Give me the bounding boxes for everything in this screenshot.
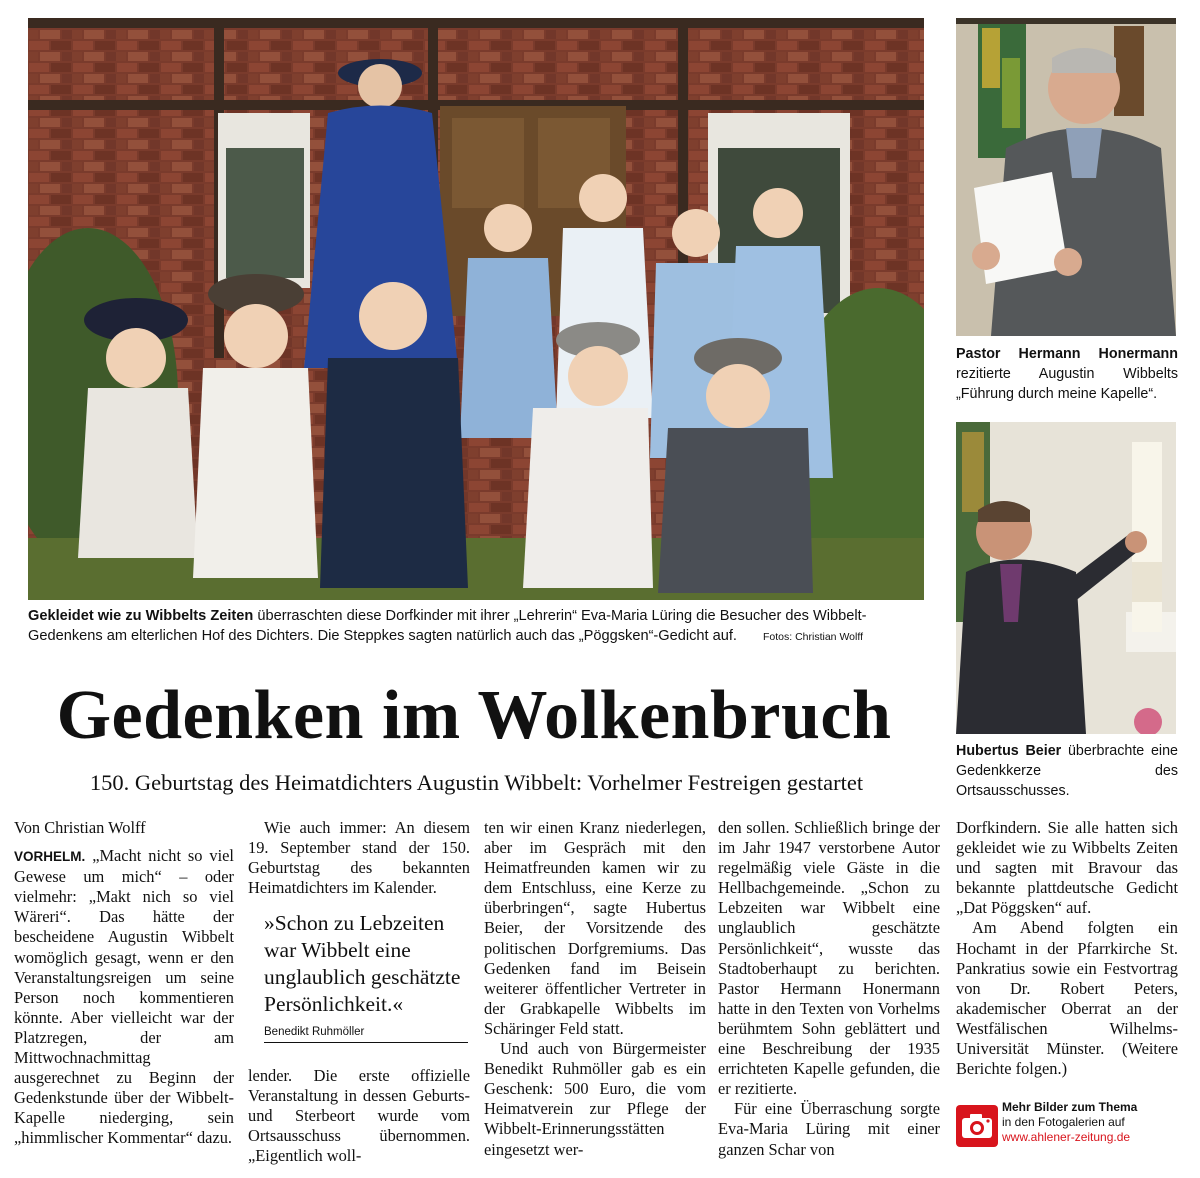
byline: Von Christian Wolff xyxy=(14,818,146,837)
side-caption-2-text: überbrachte eine Gedenkkerze des Ortsausschusses. xyxy=(956,743,1178,799)
col5-paragraph-1: Dorfkindern. Sie alle hatten sich gekleidet wie zu Wibbelts Zeiten und sagten mit Bravour das bekannte plattdeutsche Gedicht „Dat Pöggsken“ auf. xyxy=(956,818,1178,918)
col4-paragraph-2: Für eine Überraschung sorgte Eva-Maria Lüring mit einer ganzen Schar von xyxy=(718,1099,940,1159)
article-column-1 xyxy=(14,818,234,1149)
lead-paragraph xyxy=(14,846,234,1148)
side-caption-2-lead: Hubertus Beier xyxy=(956,743,1062,759)
article-column-2 xyxy=(248,818,470,898)
promo-link[interactable]: www.ahlener-zeitung.de xyxy=(1002,1130,1131,1144)
article-column-2-continued xyxy=(248,1066,470,1166)
pull-quote xyxy=(264,910,468,1043)
side-caption-1-text: rezitierte Augustin Wibbelts „Führung durch meine Kapelle“. xyxy=(956,366,1178,402)
col3-paragraph-1: ten wir einen Kranz niederlegen, aber im Gespräch mit den Heimatfreunden kamen wir zu dem Entschluss, eine Kerze zu überbringen“, sagte Hubertus Beier, der Vorsitzende des politischen Dorfgremiums. Das Gedenken fand im Beisein weiterer öffentlicher Vertreter in der Grabkapelle Wibbelts im Schäringer Feld statt. xyxy=(484,818,706,1038)
photo-children-costumes xyxy=(28,18,924,600)
col4-paragraph-1: den sollen. Schließlich bringe der im Jahr 1947 verstorbene Autor regelmäßig viele Gäste in die Hellbachgemeinde. „Schon zu Lebzeiten war Wibbelt eine unglaublich geschätzte Persönlichkeit“, wusste das Stadtoberhaupt zu berichten. Pastor Hermann Honermann hatte in den Texten von Vorhelms berühmtem Sohn geblättert und eine Beschreibung der 1935 errichteten Kapelle gefunden, die er rezitierte. xyxy=(718,818,940,1099)
dateline: VORHELM. xyxy=(14,849,86,865)
camera-icon xyxy=(956,1105,998,1147)
photo-gallery-promo[interactable] xyxy=(956,1100,1178,1150)
photo-credit: Fotos: Christian Wolff xyxy=(763,631,863,643)
side-caption-1-lead: Pastor Hermann Honermann xyxy=(956,346,1178,362)
col2-top-text: Wie auch immer: An diesem 19. September stand der 150. Geburtstag des bekannten Heimatdichters im Kalender. xyxy=(248,818,470,898)
caption-lead: Gekleidet wie zu Wibbelts Zeiten xyxy=(28,608,254,624)
article-column-3 xyxy=(484,818,706,1160)
side-photo-candle xyxy=(956,422,1176,734)
promo-subtitle: in den Fotogalerien auf xyxy=(1002,1115,1125,1129)
article-column-5 xyxy=(956,818,1178,1079)
pull-quote-text: »Schon zu Lebzeiten war Wibbelt eine unglaublich geschätzte Persönlichkeit.« xyxy=(264,911,461,1016)
col2-bottom-text: lender. Die erste offizielle Veranstaltung in dessen Geburts- und Sterbeort wurde vom Ortsausschuss übernommen. „Eigentlich woll- xyxy=(248,1066,470,1166)
headline: Gedenken im Wolkenbruch xyxy=(56,677,892,754)
article-column-4 xyxy=(718,818,940,1160)
photo-candle-handover xyxy=(956,422,1176,734)
promo-title: Mehr Bilder zum Thema xyxy=(1002,1100,1138,1114)
photo-pastor-reading xyxy=(956,18,1176,336)
side-photo-pastor xyxy=(956,18,1176,336)
col5-paragraph-2: Am Abend folgten ein Hochamt in der Pfarrkirche St. Pankratius sowie ein Festvortrag von Dr. Robert Peters, akademischer Oberrat an der Westfälischen Wilhelms-Universität Münster. (Weitere Berichte folgen.) xyxy=(956,918,1178,1079)
col1-text: „Macht nicht so viel Gewese um mich“ – oder vielmehr: „Makt nich so viel Wäreri“. Das hätte der bescheidene Augustin Wibbelt womöglich gesagt, wenn er den Veranstaltungsreigen um seine Person noch kommentieren könnte. Aber vielleicht war der Platzregen, der am Mittwochnachmittag ausgerechnet zu Beginn der Gedenkstunde über der Wibbelt-Kapelle niederging, sein „himmlischer Kommentar“ dazu. xyxy=(14,846,234,1148)
subheadline: 150. Geburtstag des Heimatdichters Augustin Wibbelt: Vorhelmer Festreigen gestartet xyxy=(89,770,864,795)
col3-paragraph-2: Und auch von Bürgermeister Benedikt Ruhmöller gab es ein Geschenk: 500 Euro, die vom Heimatverein zur Pflege der Wibbelt-Erinnerungsstätten eingesetzt wer- xyxy=(484,1039,706,1159)
pull-quote-source: Benedikt Ruhmöller xyxy=(264,1026,468,1043)
main-photo xyxy=(28,18,924,600)
side-caption-pastor xyxy=(956,344,1178,404)
side-caption-candle xyxy=(956,741,1178,801)
main-photo-caption xyxy=(28,606,926,647)
caption-text: überraschten diese Dorfkinder mit ihrer „Lehrerin“ Eva-Maria Lüring die Besucher des Wibbelt-Gedenkens am elterlichen Hof des Dichters. Die Steppkes sagten natürlich auch das „Pöggsken“-Gedicht auf. xyxy=(28,608,867,644)
